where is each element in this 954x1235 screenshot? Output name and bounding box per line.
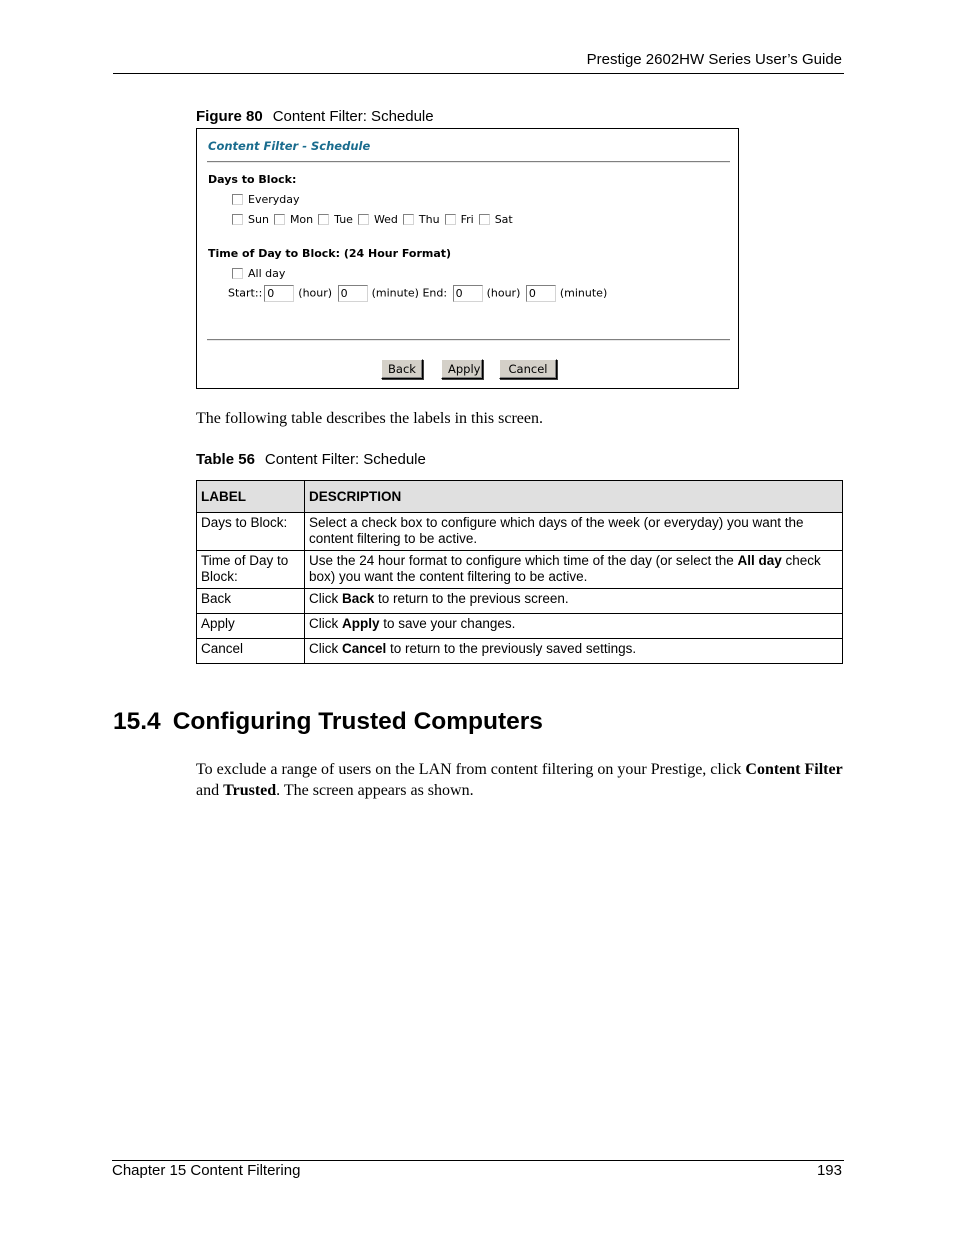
time-of-day-label: Time of Day to Block: (24 Hour Format): [208, 247, 452, 260]
tue-checkbox[interactable]: [318, 214, 329, 225]
header-rule: [113, 73, 844, 74]
intro-paragraph: The following table describes the labels in this screen.: [196, 410, 544, 427]
end-minute-unit: (minute): [559, 286, 608, 300]
start-hour-input[interactable]: 0: [264, 285, 294, 302]
all-day-label: All day: [248, 267, 286, 280]
description-header: DESCRIPTION: [305, 481, 843, 513]
desc-text: check box) you want the content filtering to be active.: [309, 553, 821, 584]
table-row: [197, 639, 843, 664]
day-thu[interactable]: [403, 213, 440, 226]
body-bold: Trusted: [223, 782, 277, 799]
sat-checkbox[interactable]: [479, 214, 490, 225]
footer-page-number: 193: [816, 1162, 842, 1179]
wed-checkbox[interactable]: [358, 214, 369, 225]
section-paragraph: [196, 759, 846, 801]
table-caption: [196, 451, 426, 468]
all-day-checkbox[interactable]: [232, 268, 243, 279]
start-hour-unit: (hour): [298, 286, 333, 300]
table-title: Content Filter: Schedule: [264, 451, 426, 468]
row-description: [305, 639, 843, 664]
desc-bold: Back: [342, 591, 375, 606]
start-label: Start::: [228, 286, 263, 300]
cancel-button[interactable]: Cancel: [499, 359, 557, 379]
mon-checkbox[interactable]: [274, 214, 285, 225]
day-fri[interactable]: [445, 213, 474, 226]
everyday-label: Everyday: [248, 193, 300, 206]
body-text: To exclude a range of users on the LAN from content filtering on your Prestige, click: [196, 761, 746, 778]
row-description: [305, 614, 843, 639]
fri-checkbox[interactable]: [445, 214, 456, 225]
row-label: Back: [197, 589, 305, 614]
sat-label: Sat: [494, 213, 513, 226]
sun-checkbox[interactable]: [232, 214, 243, 225]
row-description: [305, 589, 843, 614]
body-text: . The screen appears as shown.: [276, 782, 474, 799]
row-description: [305, 551, 843, 589]
running-header: Prestige 2602HW Series User’s Guide: [586, 51, 842, 68]
footer-rule: [112, 1160, 844, 1161]
figure-number: Figure 80: [196, 108, 263, 125]
table-row: [197, 513, 843, 551]
day-tue[interactable]: [318, 213, 353, 226]
screen-top-rule: [207, 161, 730, 163]
row-label: Apply: [197, 614, 305, 639]
time-range-row: [228, 285, 607, 302]
day-sun[interactable]: [232, 213, 269, 226]
table-number: Table 56: [196, 451, 255, 468]
table-row: [197, 614, 843, 639]
label-header: LABEL: [197, 481, 305, 513]
apply-button-wrap: [441, 359, 483, 379]
section-title: Configuring Trusted Computers: [172, 708, 543, 735]
end-hour-unit: (hour): [486, 286, 521, 300]
wed-label: Wed: [373, 213, 398, 226]
table-row: [197, 551, 843, 589]
desc-bold: Cancel: [342, 641, 387, 656]
desc-text: Click: [309, 616, 342, 631]
table-header-row: [197, 481, 843, 513]
desc-text: to save your changes.: [379, 616, 516, 631]
desc-text: Click: [309, 591, 342, 606]
cancel-button-wrap: [499, 359, 557, 379]
section-heading: [113, 708, 555, 736]
day-wed[interactable]: [358, 213, 398, 226]
tue-label: Tue: [334, 213, 353, 226]
end-hour-input[interactable]: 0: [453, 285, 483, 302]
back-button-wrap: [381, 359, 423, 379]
screen-bottom-rule: [207, 339, 730, 341]
thu-label: Thu: [418, 213, 440, 226]
desc-text: Click: [309, 641, 342, 656]
fri-label: Fri: [460, 213, 474, 226]
desc-text: Select a check box to configure which days of the week (or everyday) you want the content filtering to be active.: [309, 515, 804, 546]
body-bold: Content Filter: [745, 761, 843, 778]
row-label: Days to Block:: [197, 513, 305, 551]
row-label: Cancel: [197, 639, 305, 664]
desc-text: Use the 24 hour format to configure which time of the day (or select the: [309, 553, 738, 568]
end-label: (minute) End:: [371, 286, 448, 300]
desc-text: to return to the previous screen.: [374, 591, 569, 606]
day-sat[interactable]: [479, 213, 513, 226]
mon-label: Mon: [289, 213, 314, 226]
section-number: 15.4: [113, 708, 161, 735]
figure-caption: [196, 108, 434, 125]
days-to-block-label: Days to Block:: [208, 173, 297, 186]
screen-title: Content Filter - Schedule: [208, 139, 371, 153]
desc-bold: Apply: [342, 616, 380, 631]
row-description: [305, 513, 843, 551]
apply-button[interactable]: Apply: [441, 359, 483, 379]
everyday-checkbox[interactable]: [232, 194, 243, 205]
row-label: Time of Day to Block:: [197, 551, 305, 589]
desc-text: to return to the previously saved settings.: [386, 641, 637, 656]
table-row: [197, 589, 843, 614]
label-description-table: [196, 480, 843, 664]
figure-title: Content Filter: Schedule: [272, 108, 434, 125]
sun-label: Sun: [248, 213, 269, 226]
start-minute-input[interactable]: 0: [338, 285, 368, 302]
content-filter-schedule-screenshot: [196, 128, 739, 389]
weekday-row: [232, 213, 518, 226]
footer-chapter: Chapter 15 Content Filtering: [112, 1162, 301, 1179]
thu-checkbox[interactable]: [403, 214, 414, 225]
desc-bold: All day: [737, 553, 782, 568]
body-text: and: [196, 782, 224, 799]
day-mon[interactable]: [274, 213, 313, 226]
end-minute-input[interactable]: 0: [526, 285, 556, 302]
everyday-row: [232, 193, 300, 206]
all-day-row: [232, 267, 285, 280]
back-button[interactable]: Back: [381, 359, 423, 379]
